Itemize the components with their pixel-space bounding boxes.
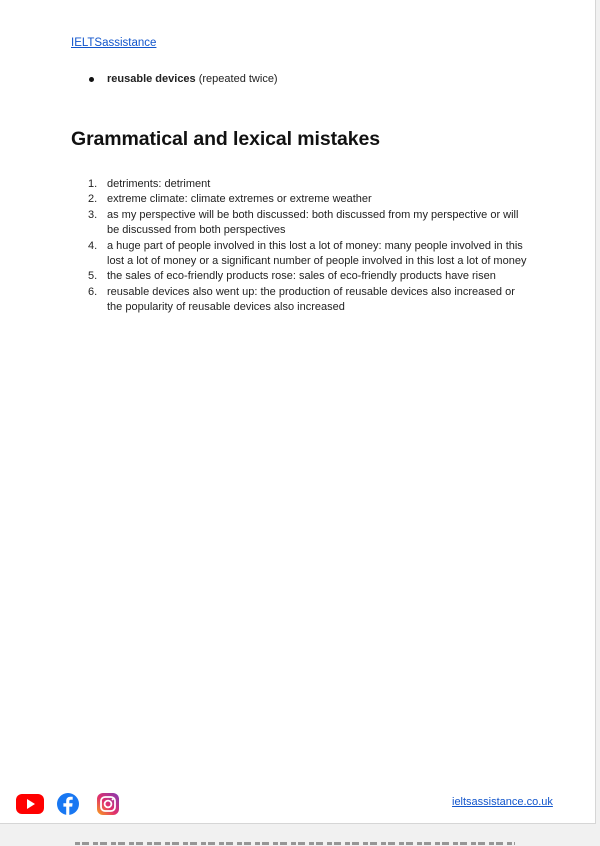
youtube-icon[interactable] <box>15 792 45 816</box>
bullet-dot <box>89 77 94 82</box>
list-item <box>88 177 528 192</box>
item-number: 3. <box>88 208 98 221</box>
website-link[interactable]: ieltsassistance.co.uk <box>452 796 553 808</box>
list-item <box>88 208 528 239</box>
item-number: 6. <box>88 285 98 298</box>
item-text: reusable devices also went up: the production of reusable devices also increased or the popularity of reusable devices also increased <box>107 285 515 314</box>
item-text: a huge part of people involved in this lost a lot of money: many people involved in this lost a lot of money or a significant number of people involved in this lost a lot of money <box>107 239 527 268</box>
instagram-icon[interactable] <box>95 792 125 816</box>
list-item <box>88 269 528 284</box>
list-item <box>88 192 528 207</box>
item-number: 2. <box>88 193 98 206</box>
vocab-term: reusable devices <box>107 73 196 85</box>
facebook-icon[interactable] <box>55 792 85 816</box>
item-number: 4. <box>88 239 98 252</box>
next-page-text-cutoff <box>75 838 525 846</box>
list-item <box>88 239 528 270</box>
brand-link[interactable]: IELTSassistance <box>71 37 157 49</box>
list-item <box>88 285 528 316</box>
item-text: as my perspective will be both discussed: both discussed from my perspective or will be discussed from both perspectives <box>107 208 519 237</box>
mistakes-list <box>88 177 528 316</box>
social-icons <box>15 792 125 816</box>
item-text: the sales of eco-friendly products rose: sales of eco-friendly products have risen <box>107 270 496 283</box>
list-item <box>86 72 278 87</box>
item-text: extreme climate: climate extremes or extreme weather <box>107 193 372 206</box>
vocabulary-list <box>86 72 278 87</box>
section-title: Grammatical and lexical mistakes <box>71 128 380 150</box>
item-number: 1. <box>88 178 98 190</box>
item-number: 5. <box>88 270 98 283</box>
vocab-note: (repeated twice) <box>195 73 278 85</box>
item-text: detriments: detriment <box>107 178 211 190</box>
